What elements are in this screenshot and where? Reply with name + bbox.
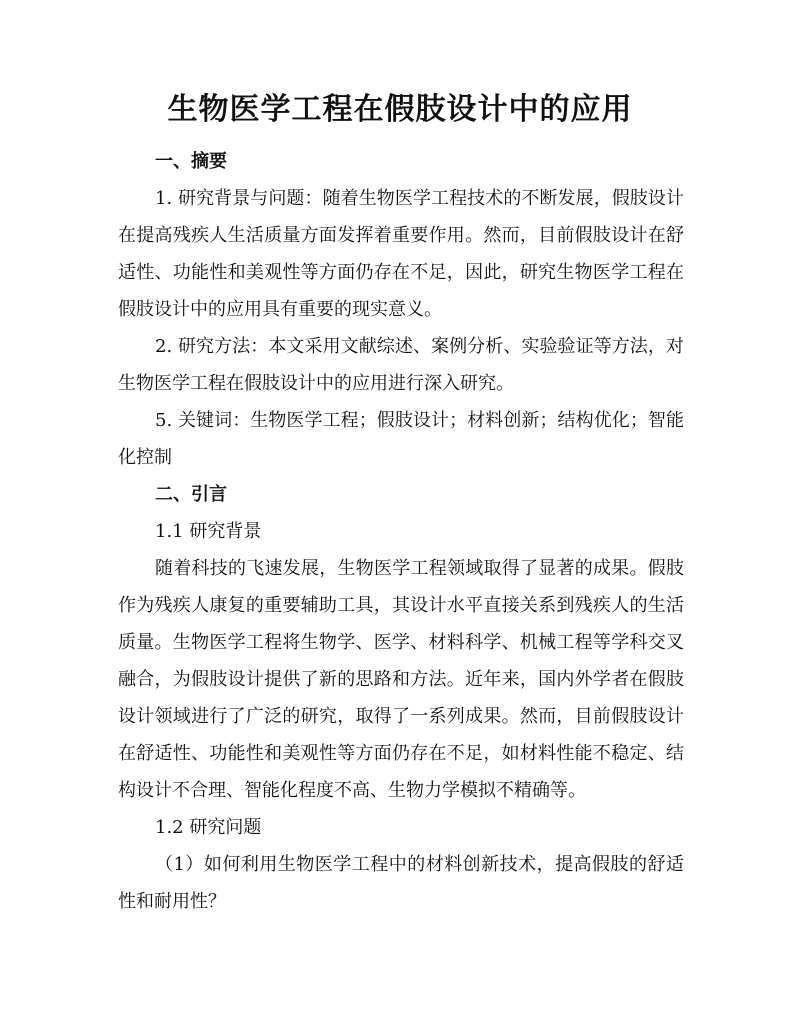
abstract-item-5: 5. 关键词：生物医学工程；假肢设计；材料创新；结构优化；智能化控制 — [118, 410, 684, 468]
background-paragraph: 随着科技的飞速发展，生物医学工程领域取得了显著的成果。假肢作为残疾人康复的重要辅助工具，其设计水平直接关系到残疾人的生活质量。生物医学工程将生物学、医学、材料科学、机械工程等学科交叉融合，为假肢设计提供了新的思路和方法。近年来，国内外学者在假肢设计领域进行了广泛的研究，取得了一系列成果。然而，目前假肢设计在舒适性、功能性和美观性等方面仍存在不足，如材料性能不稳定、结构设计不合理、智能化程度不高、生物力学模拟不精确等。 — [118, 558, 684, 801]
subsection-heading-questions: 1.2 研究问题 — [155, 817, 262, 838]
abstract-item-1: 1. 研究背景与问题：随着生物医学工程技术的不断发展，假肢设计在提高残疾人生活质量方面发挥着重要作用。然而，目前假肢设计在舒适性、功能性和美观性等方面仍存在不足，因此，研究生物医学工程在假肢设计中的应用具有重要的现实意义。 — [118, 188, 684, 320]
document-body — [118, 143, 684, 920]
research-question-1: （1）如何利用生物医学工程中的材料创新技术，提高假肢的舒适性和耐用性？ — [118, 854, 684, 912]
document-title: 生物医学工程在假肢设计中的应用 — [167, 92, 633, 127]
abstract-item-2: 2. 研究方法：本文采用文献综述、案例分析、实验验证等方法，对生物医学工程在假肢设计中的应用进行深入研究。 — [118, 336, 684, 394]
subsection-heading-background: 1.1 研究背景 — [155, 521, 262, 542]
section-heading-introduction: 二、引言 — [155, 484, 227, 505]
section-heading-abstract: 一、摘要 — [155, 151, 227, 172]
